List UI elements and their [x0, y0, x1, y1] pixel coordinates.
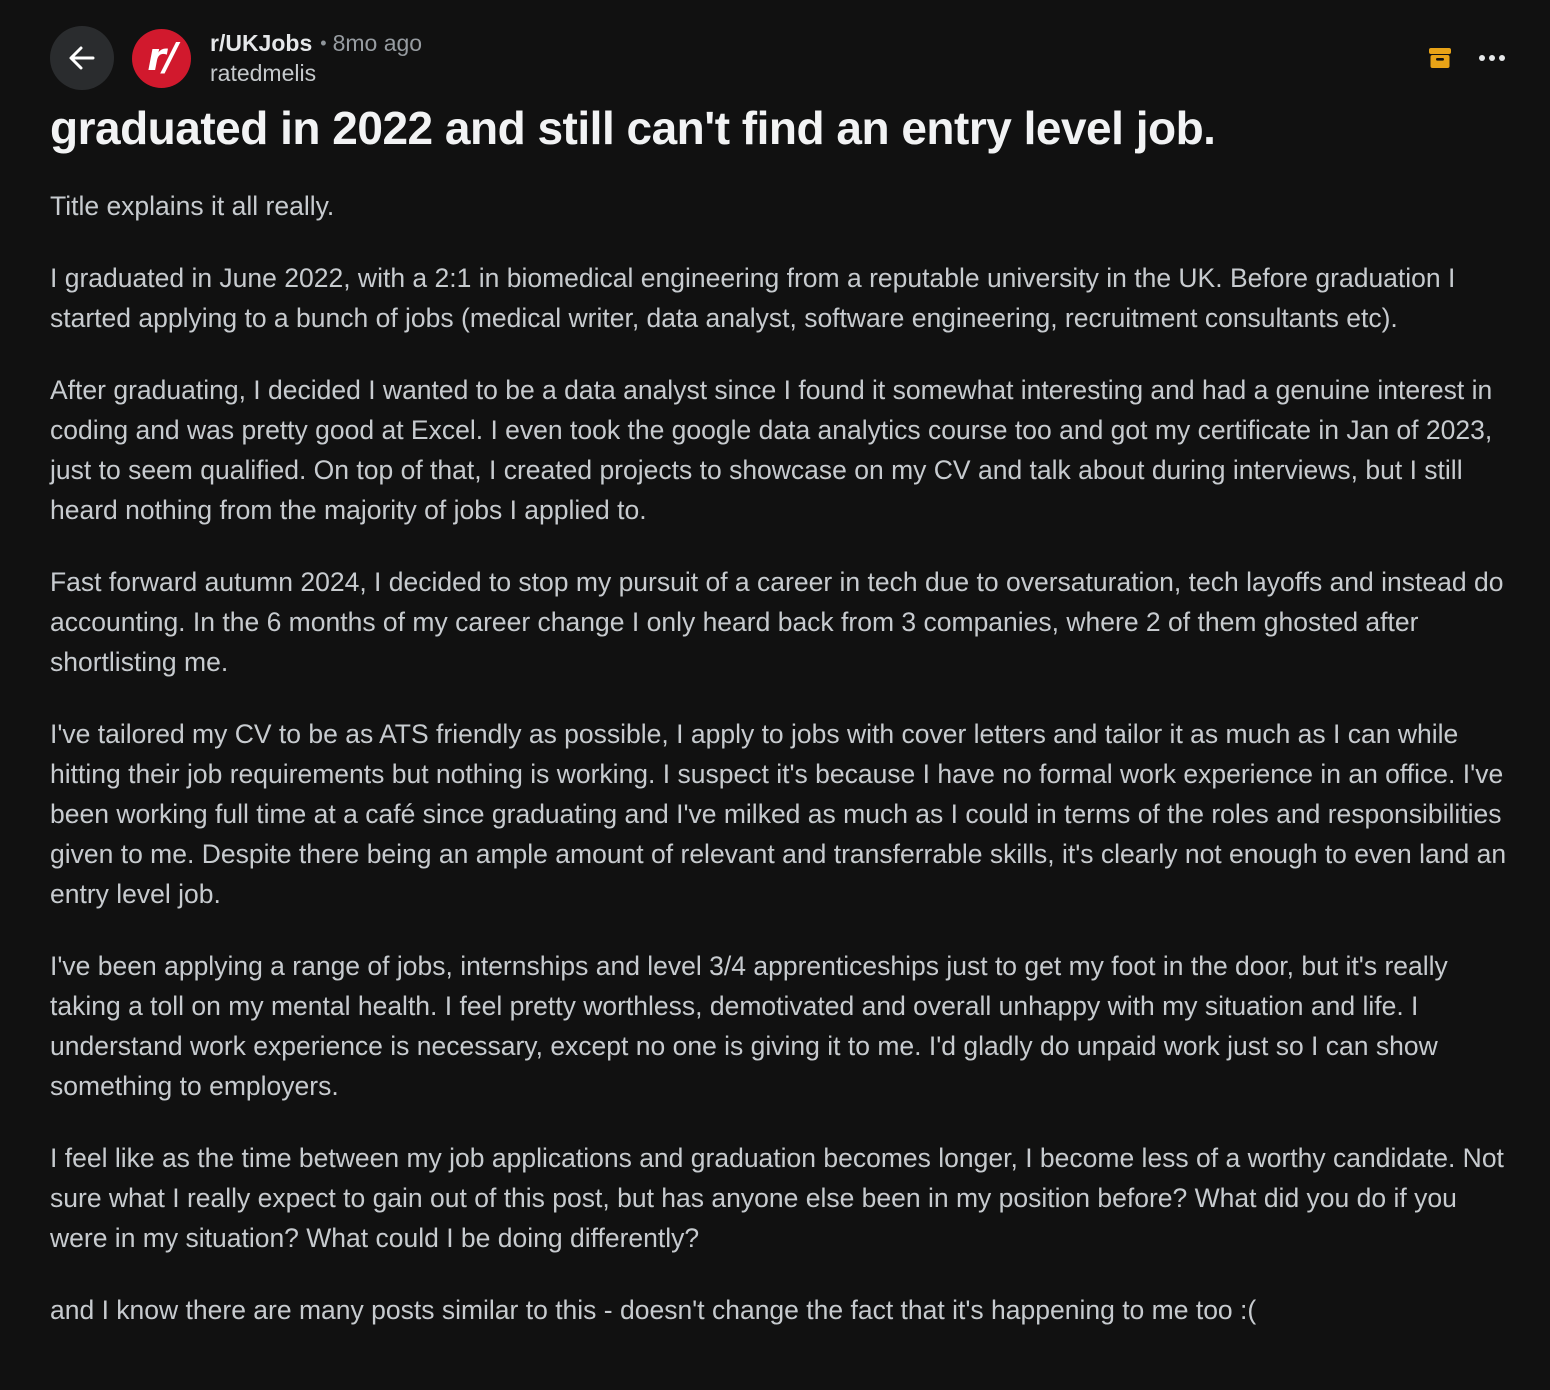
post-paragraph: I've been applying a range of jobs, internships and level 3/4 apprenticeships just to get my foot in the door, but it's really taking a toll on my mental health. I feel pretty worthless, demotivated and overall unhappy with my situation and life. I understand work experience is necessary, except no one is giving it to me. I'd gladly do unpaid work just so I can show something to employers.	[50, 951, 1448, 1101]
subreddit-avatar-text: r/	[147, 35, 176, 79]
post-paragraph: Fast forward autumn 2024, I decided to stop my pursuit of a career in tech due to oversaturation, tech layoffs and instead do accounting. In the 6 months of my career change I only heard back from 3 companies, where 2 of them ghosted after shortlisting me.	[50, 567, 1504, 677]
ellipsis-icon	[1477, 53, 1507, 63]
subreddit-avatar[interactable]	[132, 29, 191, 88]
post-time: 8mo ago	[332, 29, 423, 56]
header-actions	[1422, 40, 1510, 76]
subreddit-name[interactable]: r/UKJobs	[210, 29, 313, 56]
post-meta	[210, 26, 422, 87]
post-paragraph: Title explains it all really.	[50, 191, 335, 221]
post-paragraph: and I know there are many posts similar to this - doesn't change the fact that it's happening to me too :(	[50, 1295, 1257, 1325]
post-author[interactable]: ratedmelis	[210, 60, 317, 86]
post-paragraph: After graduating, I decided I wanted to be a data analyst since I found it somewhat interesting and had a genuine interest in coding and was pretty good at Excel. I even took the google data analytics course too and got my certificate in Jan of 2023, just to seem qualified. On top of that, I created projects to showcase on my CV and talk about during interviews, but I still heard nothing from the majority of jobs I applied to.	[50, 375, 1493, 525]
meta-separator: •	[320, 32, 327, 53]
post-title: graduated in 2022 and still can't find an entry level job.	[50, 102, 1216, 154]
post-paragraph: I graduated in June 2022, with a 2:1 in biomedical engineering from a reputable university in the UK. Before graduation I started applying to a bunch of jobs (medical writer, data analyst, software engineering, recruitment consultants etc).	[50, 263, 1456, 333]
archive-box-icon	[1427, 45, 1453, 71]
archive-button[interactable]	[1422, 40, 1458, 76]
more-options-button[interactable]	[1474, 40, 1510, 76]
post-header	[50, 26, 1510, 90]
post-body	[50, 186, 1520, 1362]
arrow-left-icon	[66, 42, 98, 74]
back-button[interactable]	[50, 26, 114, 90]
post-paragraph: I feel like as the time between my job applications and graduation becomes longer, I become less of a worthy candidate. Not sure what I really expect to gain out of this post, but has anyone else been in my position before? What did you do if you were in my situation? What could I be doing differently?	[50, 1143, 1504, 1253]
post-paragraph: I've tailored my CV to be as ATS friendly as possible, I apply to jobs with cover letters and tailor it as much as I can while hitting their job requirements but nothing is working. I suspect it's because I have no formal work experience in an office. I've been working full time at a café since graduating and I've milked as much as I could in terms of the roles and responsibilities given to me. Despite there being an ample amount of relevant and transferrable skills, it's clearly not enough to even land an entry level job.	[50, 719, 1507, 909]
